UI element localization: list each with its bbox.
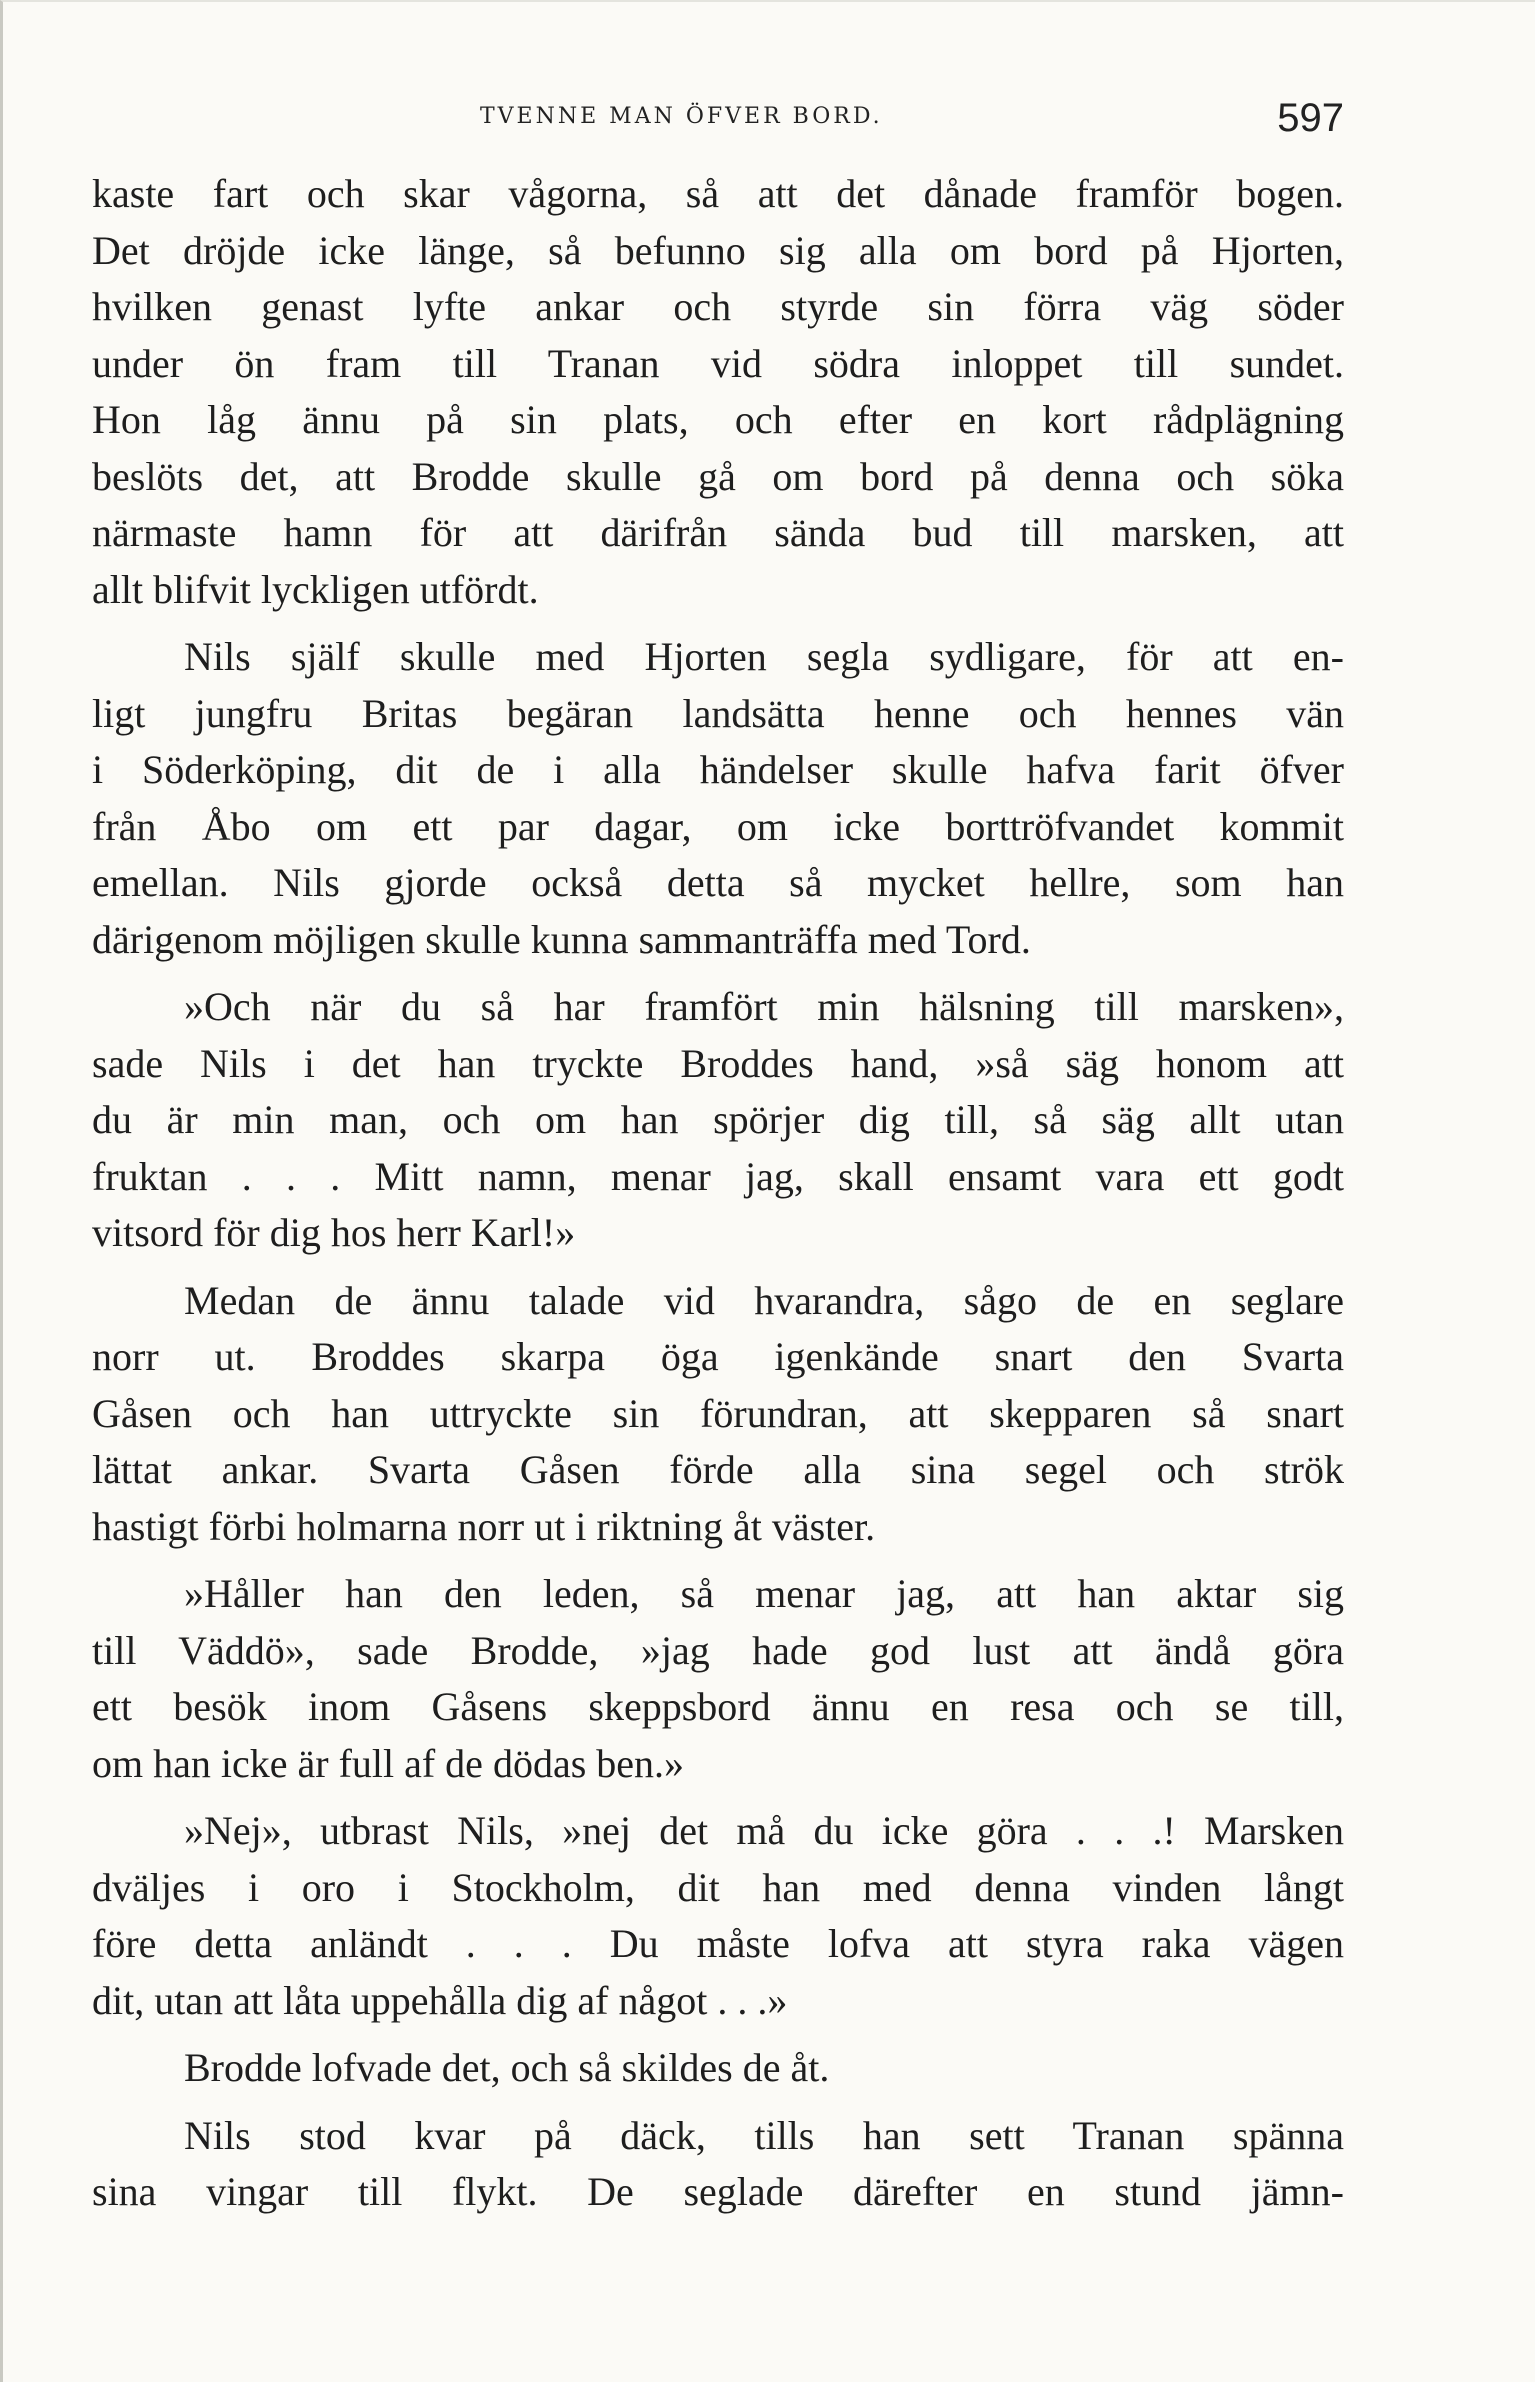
- text-line: emellan. Nils gjorde också detta så mycket hellre, som han: [92, 860, 1344, 905]
- text-line: därigenom möjligen skulle kunna sammanträffa med Tord.: [92, 916, 1031, 962]
- paragraph: [92, 1566, 1344, 1792]
- text-line: ett besök inom Gåsens skeppsbord ännu en resa och se till,: [92, 1684, 1344, 1729]
- text-line: fruktan . . . Mitt namn, menar jag, skall ensamt vara ett godt: [92, 1153, 1344, 1199]
- body-text: [92, 166, 1344, 2232]
- text-line: allt blifvit lyckligen utfördt.: [92, 566, 539, 612]
- text-line: till Väddö», sade Brodde, »jag hade god lust att ändå göra: [92, 1627, 1344, 1673]
- page-number: 597: [1277, 96, 1344, 140]
- text-line: Det dröjde icke länge, så befunno sig alla om bord på Hjorten,: [92, 227, 1344, 273]
- text-line: före detta anländt . . . Du måste lofva att styra raka vägen: [92, 1921, 1344, 1966]
- text-line: norr ut. Broddes skarpa öga igenkände snart den Svarta: [92, 1334, 1344, 1379]
- text-line: Brodde lofvade det, och så skildes de åt.: [184, 2045, 830, 2090]
- text-line: Medan de ännu talade vid hvarandra, sågo de en seglare: [184, 1277, 1344, 1323]
- paragraph: [92, 1273, 1344, 1556]
- text-line: Nils stod kvar på däck, tills han sett Tranan spänna: [184, 2112, 1344, 2158]
- paragraph: [92, 166, 1344, 618]
- paragraph: [92, 2040, 1344, 2097]
- text-line: vitsord för dig hos herr Karl!»: [92, 1210, 576, 1255]
- text-line: dit, utan att låta uppehålla dig af något . . .»: [92, 1977, 788, 2023]
- text-line: från Åbo om ett par dagar, om icke borttröfvandet kommit: [92, 803, 1344, 849]
- paragraph: [92, 2108, 1344, 2221]
- text-line: i Söderköping, dit de i alla händelser skulle hafva farit öfver: [92, 747, 1344, 792]
- text-line: närmaste hamn för att därifrån sända bud till marsken, att: [92, 510, 1344, 555]
- paragraph: [92, 1803, 1344, 2029]
- text-line: hvilken genast lyfte ankar och styrde sin förra väg söder: [92, 284, 1344, 329]
- paragraph: [92, 979, 1344, 1262]
- running-title: TVENNE MAN ÖFVER BORD.: [480, 104, 883, 129]
- text-line: om han icke är full af de dödas ben.»: [92, 1740, 685, 1786]
- text-line: »Håller han den leden, så menar jag, att han aktar sig: [184, 1571, 1344, 1616]
- text-line: du är min man, och om han spörjer dig till, så säg allt utan: [92, 1097, 1344, 1142]
- text-line: Hon låg ännu på sin plats, och efter en kort rådplägning: [92, 397, 1344, 442]
- page-header: [92, 96, 1344, 146]
- text-line: dväljes i oro i Stockholm, dit han med denna vinden långt: [92, 1864, 1344, 1910]
- text-line: sina vingar till flykt. De seglade därefter en stund jämn-: [92, 2169, 1344, 2214]
- text-line: sade Nils i det han tryckte Broddes hand, »så säg honom att: [92, 1040, 1344, 1086]
- text-line: hastigt förbi holmarna norr ut i riktning åt väster.: [92, 1503, 876, 1549]
- text-line: ligt jungfru Britas begäran landsätta henne och hennes vän: [92, 690, 1344, 736]
- text-line: beslöts det, att Brodde skulle gå om bord på denna och söka: [92, 453, 1344, 499]
- text-line: Gåsen och han uttryckte sin förundran, att skepparen så snart: [92, 1390, 1344, 1436]
- paragraph: [92, 629, 1344, 968]
- text-line: »Och när du så har framfört min hälsning till marsken»,: [184, 984, 1344, 1029]
- text-line: Nils själf skulle med Hjorten segla sydligare, för att en-: [184, 634, 1344, 679]
- text-line: under ön fram till Tranan vid södra inloppet till sundet.: [92, 340, 1344, 386]
- text-line: »Nej», utbrast Nils, »nej det må du icke göra . . .! Marsken: [184, 1808, 1344, 1853]
- text-line: kaste fart och skar vågorna, så att det dånade framför bogen.: [92, 171, 1344, 216]
- text-line: lättat ankar. Svarta Gåsen förde alla sina segel och strök: [92, 1447, 1344, 1492]
